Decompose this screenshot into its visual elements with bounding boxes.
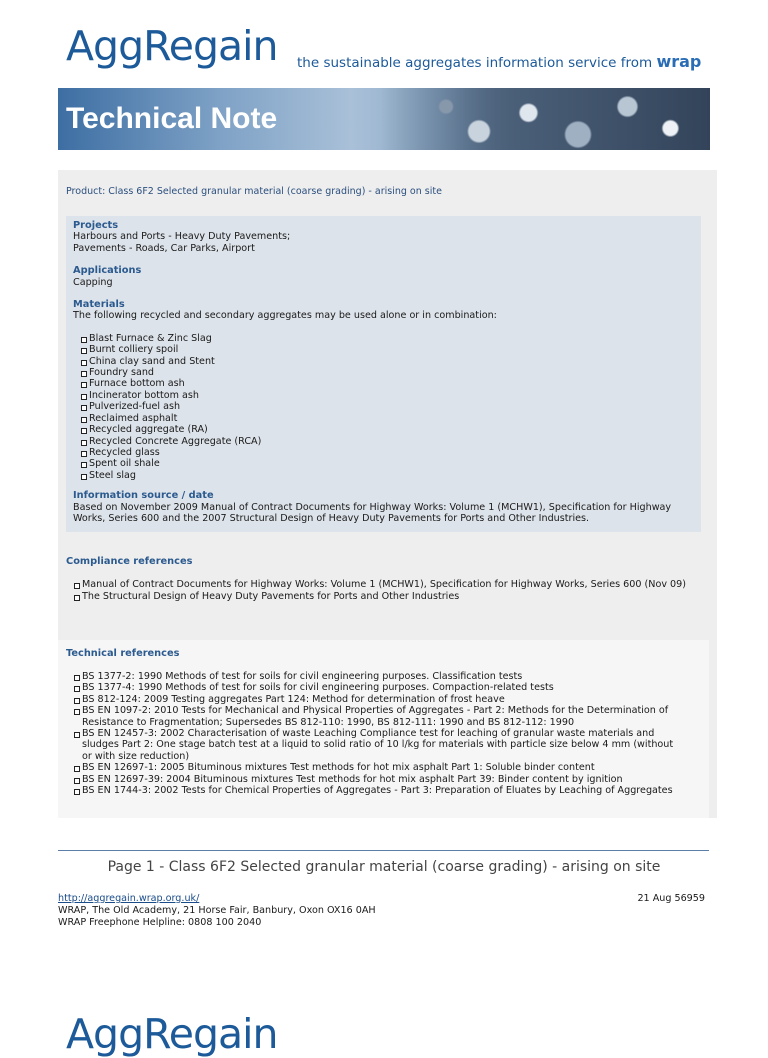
address: WRAP, The Old Academy, 21 Horse Fair, Banbury, Oxon OX16 0AH — [58, 905, 376, 916]
list-item: Recycled aggregate (RA) — [73, 424, 694, 435]
list-item: BS EN 1097-2: 2010 Tests for Mechanical and Physical Properties of Aggregates - Part 2: Methods for the Determination of Resistance to Fragmentation; Supersedes BS 812-110: 1990, BS 812-111: 1990 and BS 812-112: 1990 — [66, 705, 676, 728]
wrap-brand: wrap — [656, 52, 702, 71]
list-item: Pulverized-fuel ash — [73, 401, 694, 412]
footer — [58, 893, 709, 929]
list-item: Furnace bottom ash — [73, 378, 694, 389]
projects-line: Pavements - Roads, Car Parks, Airport — [73, 242, 255, 254]
list-item: BS 812-124: 2009 Testing aggregates Part 124: Method for determination of frost heave — [66, 694, 676, 705]
logo-tagline — [297, 52, 701, 71]
content-panel — [58, 170, 717, 818]
helpline: WRAP Freephone Helpline: 0808 100 2040 — [58, 917, 262, 928]
materials-heading: Materials — [73, 299, 125, 311]
product-line: Product: Class 6F2 Selected granular material (coarse grading) - arising on site — [66, 186, 442, 197]
list-item: Recycled glass — [73, 447, 694, 458]
list-item: BS EN 1744-3: 2002 Tests for Chemical Properties of Aggregates - Part 3: Preparation of Eluates by Leaching of Aggregates — [66, 785, 676, 796]
technical-note-banner — [58, 88, 710, 150]
list-item: Steel slag — [73, 470, 694, 481]
technical-list — [66, 671, 676, 796]
print-date: 21 Aug 56959 — [637, 893, 705, 904]
list-item: China clay sand and Stent — [73, 356, 694, 367]
aggregain-logo-next-page: AggRegain — [66, 1010, 278, 1058]
info-box — [66, 216, 701, 532]
applications-heading: Applications — [73, 265, 142, 277]
footer-divider — [58, 850, 709, 851]
compliance-section — [58, 556, 717, 602]
aggregain-link[interactable]: http://aggregain.wrap.org.uk/ — [58, 893, 200, 904]
applications-value: Capping — [73, 276, 113, 288]
compliance-list — [66, 579, 686, 602]
list-item: Incinerator bottom ash — [73, 390, 694, 401]
page-footer-title: Page 1 - Class 6F2 Selected granular material (coarse grading) - arising on site — [107, 859, 661, 875]
list-item: Reclaimed asphalt — [73, 413, 694, 424]
list-item: BS EN 12697-39: 2004 Bituminous mixtures Test methods for hot mix asphalt Part 39: Binder content by ignition — [66, 774, 676, 785]
compliance-heading: Compliance references — [66, 556, 193, 567]
list-item: Foundry sand — [73, 367, 694, 378]
list-item: Burnt colliery spoil — [73, 344, 694, 355]
materials-list — [73, 333, 694, 481]
technical-section — [58, 640, 709, 818]
list-item: BS 1377-2: 1990 Methods of test for soils for civil engineering purposes. Classification tests — [66, 671, 676, 682]
list-item: BS 1377-4: 1990 Methods of test for soils for civil engineering purposes. Compaction-related tests — [66, 682, 676, 693]
logo-wordmark: AggRegain — [66, 22, 278, 70]
list-item: Blast Furnace & Zinc Slag — [73, 333, 694, 344]
information-source-heading: Information source / date — [73, 490, 214, 502]
technical-heading: Technical references — [66, 648, 180, 659]
list-item: The Structural Design of Heavy Duty Pavements for Ports and Other Industries — [66, 591, 686, 602]
list-item: BS EN 12457-3: 2002 Characterisation of waste Leaching Compliance test for leaching of granular waste materials and sludges Part 2: One stage batch test at a liquid to solid ratio of 10 l/kg for materials with particle size below 4 mm (without or with size reduction) — [66, 728, 676, 762]
projects-heading: Projects — [73, 220, 119, 231]
materials-intro: The following recycled and secondary aggregates may be used alone or in combination: — [73, 310, 497, 322]
list-item: Recycled Concrete Aggregate (RCA) — [73, 436, 694, 447]
tagline-text: the sustainable aggregates information service from — [297, 55, 657, 71]
projects-line: Harbours and Ports - Heavy Duty Pavements; — [73, 231, 291, 243]
information-source-text: Based on November 2009 Manual of Contract Documents for Highway Works: Volume 1 (MCHW1), Specification for Highway Works, Series 600 and the 2007 Structural Design of Heavy Duty Pavements for Ports and Other Industries. — [73, 501, 672, 524]
list-item: Spent oil shale — [73, 458, 694, 469]
banner-title: Technical Note — [66, 102, 278, 135]
list-item: Manual of Contract Documents for Highway Works: Volume 1 (MCHW1), Specification for Highway Works, Series 600 (Nov 09) — [66, 579, 686, 590]
list-item: BS EN 12697-1: 2005 Bituminous mixtures Test methods for hot mix asphalt Part 1: Soluble binder content — [66, 762, 676, 773]
banner-aggregate-image — [380, 88, 710, 150]
